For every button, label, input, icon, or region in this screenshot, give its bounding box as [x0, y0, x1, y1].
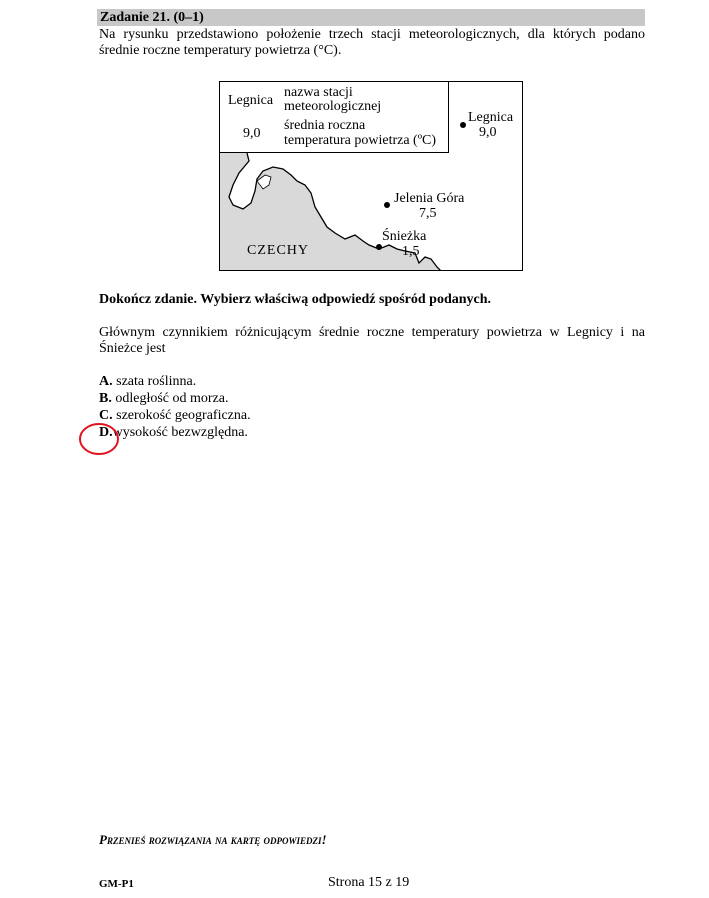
footer-code: GM-P1: [99, 878, 134, 890]
option-a-text: szata roślinna.: [116, 374, 197, 389]
station-name-sniezka: Śnieżka: [382, 229, 427, 244]
option-c-letter: C.: [99, 408, 113, 423]
legend-temp-example: 9,0: [243, 126, 261, 141]
option-a-letter: A.: [99, 374, 113, 389]
legend-station-caption-2: meteorologicznej: [284, 99, 382, 114]
country-label: CZECHY: [247, 243, 309, 258]
station-name-jelenia-gora: Jelenia Góra: [394, 191, 465, 206]
intro-line-1: Na rysunku przedstawiono położenie trzech stacji meteorologicznych, dla których podano: [99, 27, 645, 42]
question-line-2: Śnieżce jest: [99, 341, 166, 356]
legend-temp-caption-1: średnia roczna: [284, 118, 366, 133]
station-dot-sniezka: [376, 244, 382, 250]
legend-station-caption-1: nazwa stacji: [284, 85, 353, 100]
option-b[interactable]: [99, 391, 228, 407]
task-title: Zadanie 21. (0–1): [100, 10, 204, 25]
option-c-text: szerokość geograficzna.: [116, 408, 251, 423]
footer-notice-text: Przenieś rozwiązania na kartę odpowiedzi!: [99, 832, 327, 847]
station-temp-jelenia-gora: 7,5: [419, 206, 437, 221]
station-dot-jelenia-gora: [384, 202, 390, 208]
option-d-letter: D.: [99, 425, 113, 440]
option-b-text: odległość od morza.: [115, 391, 229, 406]
selected-answer-mark: [78, 421, 122, 457]
legend-temp-caption-2: temperatura powietrza (ºC): [284, 133, 437, 148]
station-temp-sniezka: 1,5: [402, 244, 420, 259]
option-d-text: wysokość bezwzględna.: [112, 425, 248, 440]
station-temp-legnica: 9,0: [479, 125, 497, 140]
instruction: Dokończ zdanie. Wybierz właściwą odpowiedź spośród podanych.: [99, 292, 492, 307]
question-line-1: Głównym czynnikiem różnicującym średnie roczne temperatury powietrza w Legnicy i na: [99, 325, 645, 340]
footer-notice: [99, 832, 327, 848]
map-figure: [219, 81, 523, 271]
intro-line-2: średnie roczne temperatury powietrza (°C).: [99, 43, 342, 58]
task-header: [97, 9, 645, 26]
station-name-legnica: Legnica: [468, 110, 514, 125]
option-b-letter: B.: [99, 391, 112, 406]
legend-station-example: Legnica: [228, 93, 274, 108]
station-dot-legnica: [460, 122, 466, 128]
option-a[interactable]: [99, 374, 196, 390]
page-number: Strona 15 z 19: [328, 875, 410, 890]
